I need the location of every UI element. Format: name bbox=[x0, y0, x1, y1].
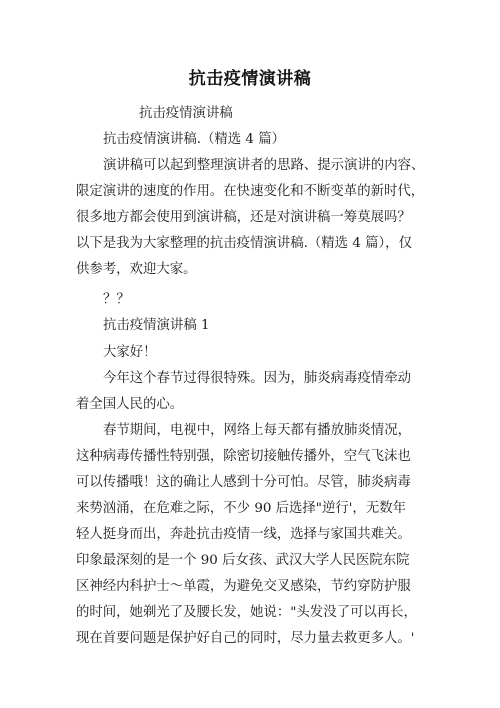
paragraph-line: 演讲稿可以起到整理演讲者的思路、提示演讲的内容、 bbox=[103, 158, 425, 173]
subtitle-line: 抗击疫情演讲稿 bbox=[139, 106, 233, 121]
document-title: 抗击疫情演讲稿 bbox=[188, 69, 312, 89]
paragraph-line: 着全国人民的心。 bbox=[76, 397, 184, 412]
paragraph-line: 区神经内科护士～单霞，为避免交叉感染，节约穿防护服 bbox=[76, 579, 411, 594]
paragraph-line: 轻人挺身而出，奔赴抗击疫情一线，选择与家国共难关。 bbox=[76, 527, 411, 542]
paragraph-line: 现在首要问题是保护好自己的同时，尽力量去救更多人。' bbox=[76, 631, 415, 646]
paragraph-line: 这种病毒传播性特别强，除密切接触传播外，空气飞沫也 bbox=[76, 449, 411, 464]
paragraph-line: 印象最深刻的是一个 90 后女孩、武汉大学人民医院东院 bbox=[76, 553, 410, 568]
section-heading: 抗击疫情演讲稿 1 bbox=[103, 318, 210, 333]
paragraph-line: 抗击疫情演讲稿.（精选 4 篇） bbox=[103, 132, 285, 147]
paragraph-line: 大家好！ bbox=[103, 345, 157, 360]
paragraph-line: 的时间，她剃光了及腰长发，她说："头发没了可以再长， bbox=[76, 605, 417, 620]
paragraph-line: ？？ bbox=[103, 292, 130, 307]
paragraph-line: 来势汹涌，在危难之际，不少 90 后选择"逆行'，无数年 bbox=[76, 501, 406, 516]
paragraph-line: 可以传播哦！这的确让人感到十分可怕。尽管，肺炎病毒 bbox=[76, 475, 411, 490]
paragraph-line: 限定演讲的速度的作用。在快速变化和不断变革的新时代， bbox=[76, 184, 425, 199]
paragraph-line: 今年这个春节过得很特殊。因为，肺炎病毒疫情牵动 bbox=[103, 371, 411, 386]
paragraph-line: 以下是我为大家整理的抗击疫情演讲稿.（精选 4 篇），仅 bbox=[76, 236, 412, 251]
paragraph-line: 春节期间，电视中，网络上每天都有播放肺炎情况， bbox=[103, 423, 411, 438]
paragraph-line: 供参考，欢迎大家。 bbox=[76, 262, 197, 277]
paragraph-line: 很多地方都会使用到演讲稿，还是对演讲稿一筹莫展吗？ bbox=[76, 210, 411, 225]
